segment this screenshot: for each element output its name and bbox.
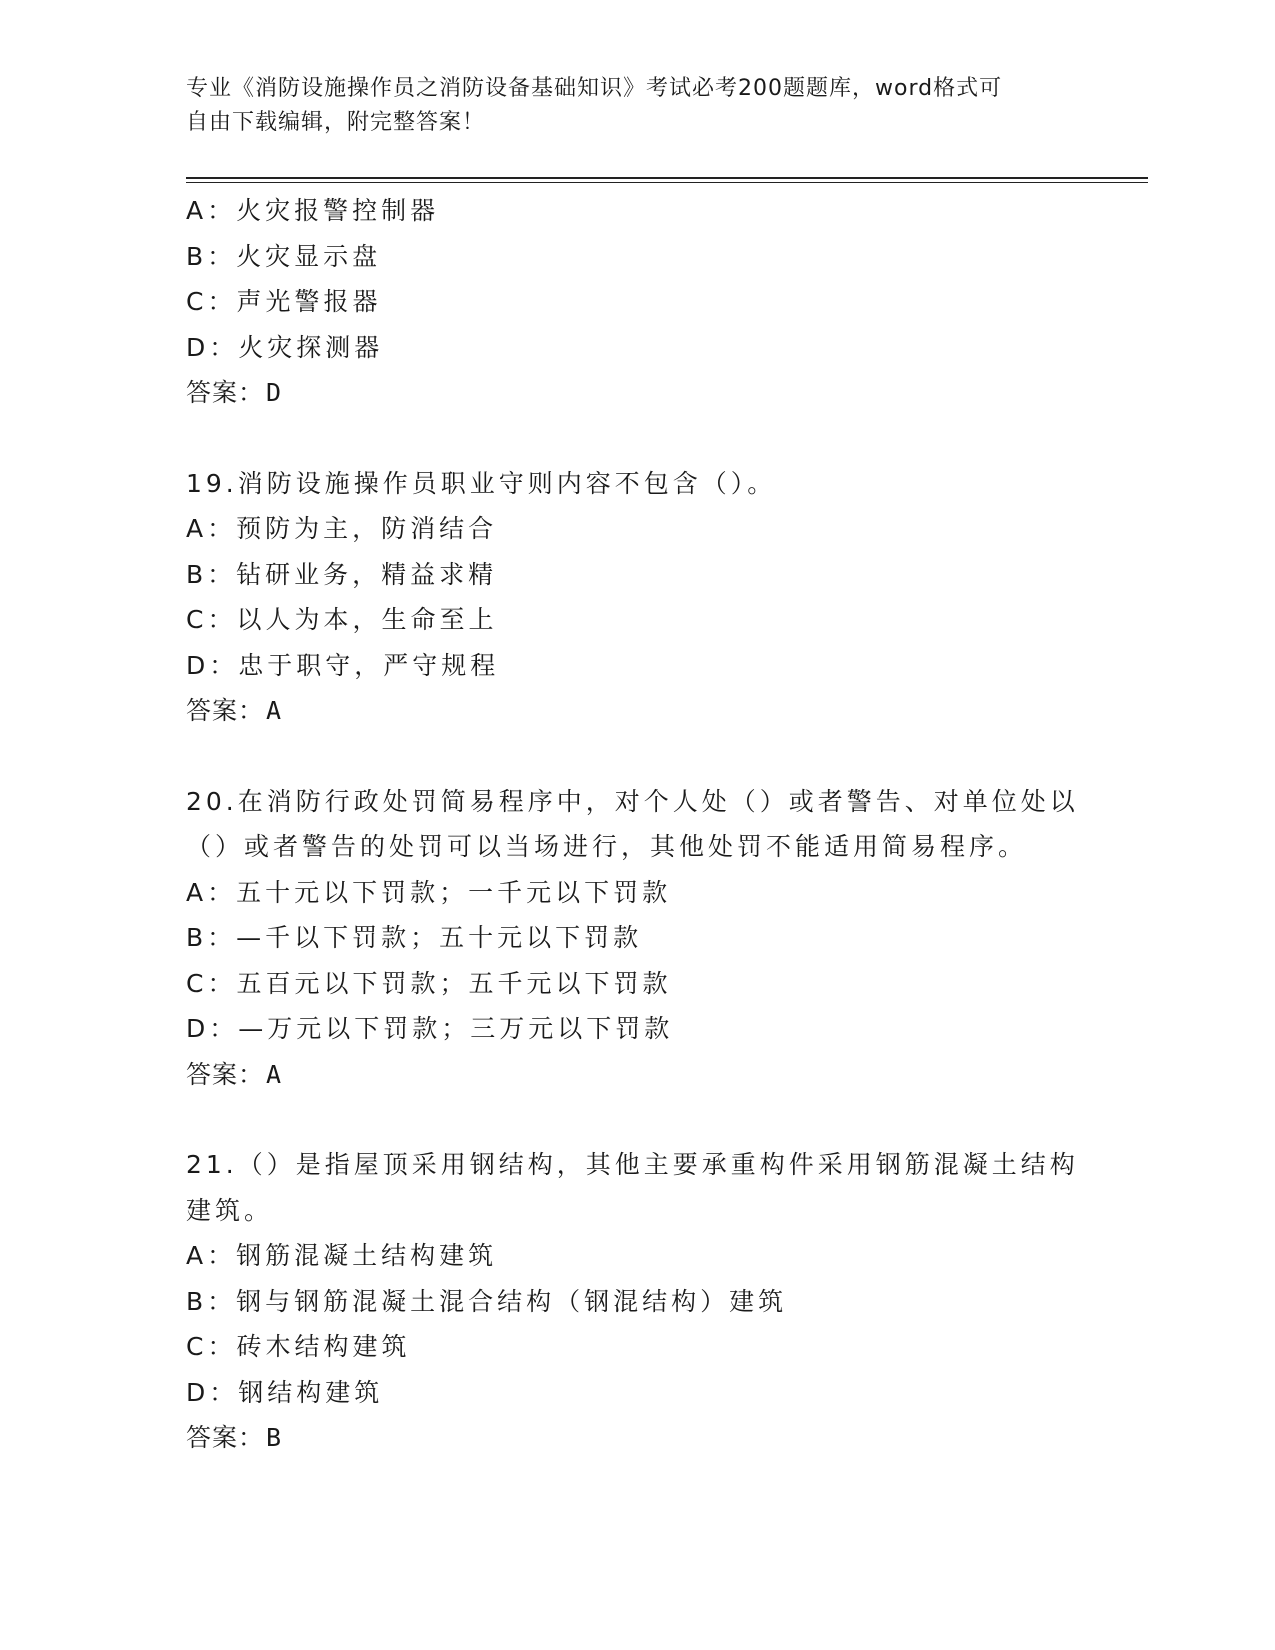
answer-value: D xyxy=(266,378,283,407)
option-a: A：钢筋混凝土结构建筑 xyxy=(186,1241,498,1270)
option-a: A：五十元以下罚款；一千元以下罚款 xyxy=(186,877,672,907)
option-b: B：钻研业务，精益求精 xyxy=(186,559,498,589)
option-b: B：火灾显示盘 xyxy=(186,241,382,271)
answer-line xyxy=(186,1415,1086,1461)
option-d: D：忠于职守，严守规程 xyxy=(186,650,500,680)
answer-label: 答案： xyxy=(186,378,265,407)
option-a: A：预防为主，防消结合 xyxy=(186,514,498,543)
header-line-2: 自由下载编辑，附完整答案！ xyxy=(186,110,486,135)
option-d: D：—万元以下罚款；三万元以下罚款 xyxy=(186,1014,674,1043)
option-d: D：钢结构建筑 xyxy=(186,1377,384,1407)
spacer xyxy=(186,1097,1086,1142)
question-block-21 xyxy=(186,1142,1086,1461)
option-b: B：钢与钢筋混凝土混合结构（钢混结构）建筑 xyxy=(186,1286,788,1316)
option-c: C：五百元以下罚款；五千元以下罚款 xyxy=(186,968,672,998)
answer-line xyxy=(186,1052,1086,1098)
answer-label: 答案： xyxy=(186,1423,265,1452)
option-c: C：以人为本，生命至上 xyxy=(186,605,498,634)
question-text: 19.消防设施操作员职业守则内容不包含（）。 xyxy=(186,468,777,498)
question-text-line-1: 21.（）是指屋顶采用钢结构，其他主要承重构件采用钢筋混凝土结构 xyxy=(186,1150,1079,1179)
spacer xyxy=(186,734,1086,779)
question-block-18 xyxy=(186,188,1086,416)
answer-value: B xyxy=(266,1423,283,1452)
spacer xyxy=(186,416,1086,461)
answer-line xyxy=(186,688,1086,734)
option-d: D：火灾探测器 xyxy=(186,332,384,362)
header-divider xyxy=(186,177,1148,183)
question-text-line-2: 建筑。 xyxy=(186,1195,274,1225)
answer-value: A xyxy=(266,696,283,725)
question-text-line-1: 20.在消防行政处罚简易程序中，对个人处（）或者警告、对单位处以 xyxy=(186,786,1079,816)
option-b: B：—千以下罚款；五十元以下罚款 xyxy=(186,923,643,952)
question-block-20 xyxy=(186,779,1086,1098)
question-list xyxy=(186,188,1086,1461)
answer-label: 答案： xyxy=(186,696,265,725)
header-line-1: 专业《消防设施操作员之消防设备基础知识》考试必考200题题库，word格式可 xyxy=(186,76,1003,101)
option-c: C：砖木结构建筑 xyxy=(186,1332,411,1361)
answer-label: 答案： xyxy=(186,1059,265,1089)
document-header xyxy=(186,72,1066,140)
option-c: C：声光警报器 xyxy=(186,287,382,316)
option-a: A：火灾报警控制器 xyxy=(186,196,440,225)
question-block-19 xyxy=(186,461,1086,734)
answer-value: A xyxy=(266,1059,283,1089)
answer-line xyxy=(186,370,1086,416)
question-text-line-2: （）或者警告的处罚可以当场进行，其他处罚不能适用简易程序。 xyxy=(186,832,1028,861)
